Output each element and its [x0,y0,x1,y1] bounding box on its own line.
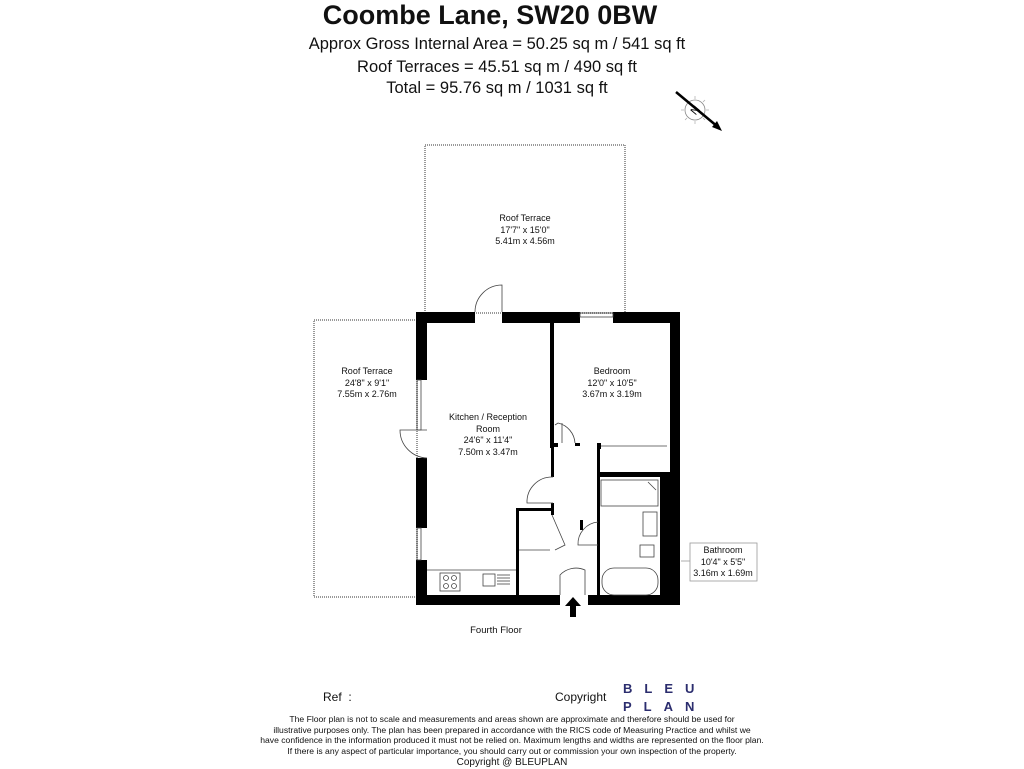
floor-label: Fourth Floor [470,625,522,636]
walls [416,312,680,605]
roof-terrace-left [314,320,417,597]
entrance-arrow-icon [565,597,581,617]
svg-text:N: N [688,103,703,118]
fixtures [400,285,667,595]
compass-icon [676,92,722,131]
gross-internal-area: Approx Gross Internal Area = 50.25 sq m / 541 sq ft [308,35,686,53]
kitchen-reception-label: Kitchen / Reception Room 24'6" x 11'4" 7.50m x 3.47m [448,412,528,457]
roof-terrace-top-label: Roof Terrace 17'7" x 15'0" 5.41m x 4.56m [495,213,555,246]
disclaimer: The Floor plan is not to scale and measurements and areas shown are approximate and therefore should be used for illustrative purposes only. The plan has been prepared in accordance with the RICS code of Measuring Practice and whilst we have confidence in the information produced it must not be relied on. Maximum lengths and widths are represented on the floor plan. If there is any aspect of particular importance, you should carry out or commission your own inspection of the property. Copyright @ BLEUPLAN [132,714,892,769]
ref-label: Ref : [323,690,352,704]
roof-terrace-left-label: Roof Terrace 24'8" x 9'1" 7.55m x 2.76m [337,366,397,399]
bleuplan-logo: BLEU PLAN [623,681,707,714]
bathroom-label: Bathroom 10'4" x 5'5" 3.16m x 1.69m [693,545,753,578]
copyright-line: Copyright @ BLEUPLAN [456,756,568,768]
bedroom-label: Bedroom 12'0" x 10'5" 3.67m x 3.19m [582,366,642,399]
total-area: Total = 95.76 sq m / 1031 sq ft [386,79,608,97]
copyright-label: Copyright [555,690,607,704]
property-title: Coombe Lane, SW20 0BW [322,0,658,30]
roof-terraces-area: Roof Terraces = 45.51 sq m / 490 sq ft [357,58,637,76]
